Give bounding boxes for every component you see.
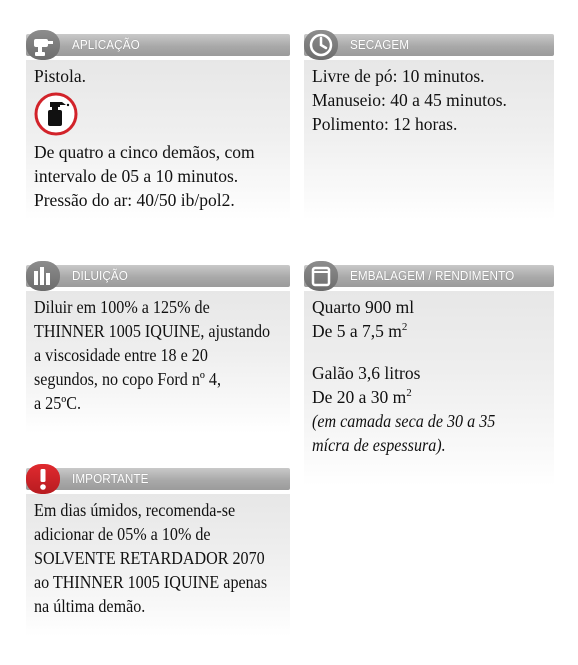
text-line: Manuseio: 40 a 45 minutos. — [312, 90, 507, 110]
text-line: De 20 a 30 $m^2$ — [312, 387, 412, 407]
text-line: Em dias úmidos, recomenda-se — [34, 500, 236, 520]
section-body — [26, 60, 290, 220]
text-line: na última demão. — [34, 596, 146, 616]
text-line: De 5 a 7,5 $m^2$ — [312, 321, 408, 341]
section-title: SECAGEM — [350, 37, 410, 52]
text-line: Quarto 900 ml — [312, 297, 415, 317]
spray-gun-icon — [26, 30, 60, 60]
section-body — [26, 494, 290, 636]
can-icon — [304, 261, 338, 291]
section-header — [26, 34, 290, 56]
section-secagem — [304, 34, 554, 224]
section-importante — [26, 468, 290, 638]
section-body — [304, 60, 554, 220]
text-line: a 25ºC. — [34, 393, 82, 413]
section-header — [26, 468, 290, 490]
text-line: Galão 3,6 litros — [312, 363, 421, 383]
spray-bottle-icon — [34, 92, 78, 136]
section-header — [26, 265, 290, 287]
section-title: APLICAÇÃO — [72, 37, 140, 52]
section-header — [304, 265, 554, 287]
text-line: a viscosidade entre 18 e 20 — [34, 345, 208, 365]
text-line: THINNER 1005 IQUINE, ajustando — [34, 321, 271, 341]
text-line: Pressão do ar: 40/50 ib/pol2. — [34, 190, 235, 210]
text-line: Livre de pó: 10 minutos. — [312, 66, 485, 86]
clock-icon — [304, 30, 338, 60]
section-title: DILUIÇÃO — [72, 268, 128, 283]
text-line: Polimento: 12 horas. — [312, 114, 458, 134]
section-body — [304, 291, 554, 486]
text-line: SOLVENTE RETARDADOR 2070 — [34, 548, 265, 568]
exclamation-icon — [26, 464, 60, 494]
text-line: ao THINNER 1005 IQUINE apenas — [34, 572, 268, 592]
section-header — [304, 34, 554, 56]
text-line: De quatro a cinco demãos, com — [34, 142, 255, 162]
section-title: EMBALAGEM / RENDIMENTO — [350, 268, 515, 283]
text-line: mícra de espessura). — [312, 435, 446, 455]
section-body — [26, 291, 290, 433]
section-diluicao — [26, 265, 290, 435]
text-line: segundos, no copo Ford nº 4, — [34, 369, 222, 389]
text-line: (em camada seca de 30 a 35 — [312, 411, 496, 431]
section-embalagem — [304, 265, 554, 485]
section-title: IMPORTANTE — [72, 471, 149, 486]
section-aplicacao — [26, 34, 290, 224]
text-line: adicionar de 05% a 10% de — [34, 524, 211, 544]
text-line: Pistola. — [34, 66, 87, 86]
bar-chart-icon — [26, 261, 60, 291]
text-line: intervalo de 05 a 10 minutos. — [34, 166, 239, 186]
text-line: Diluir em 100% a 125% de — [34, 297, 210, 317]
